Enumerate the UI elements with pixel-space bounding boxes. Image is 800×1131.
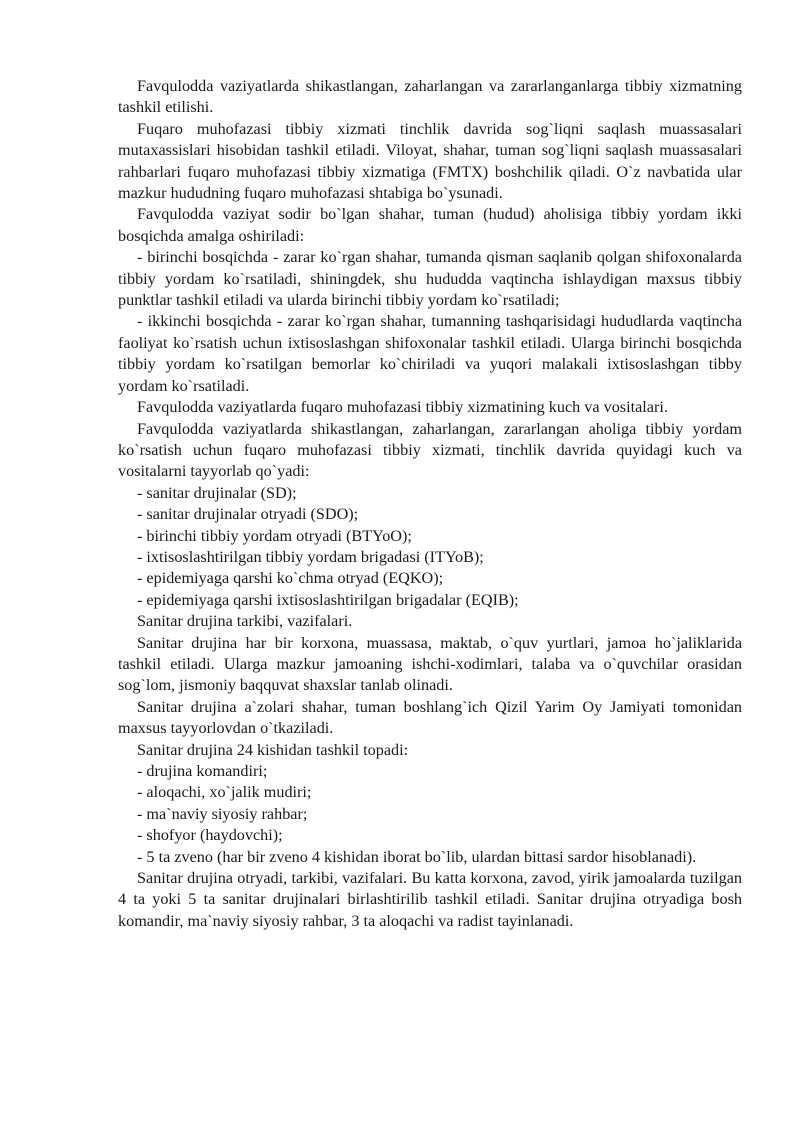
list-item: - birinchi tibbiy yordam otryadi (BTYoO); xyxy=(137,526,412,545)
list-item: - ixtisoslashtirilgan tibbiy yordam brigadasi (ITYoB); xyxy=(137,547,484,566)
paragraph: Sanitar drujina otryadi, tarkibi, vazifalari. Bu katta korxona, zavod, yirik jamoalarda tuzilgan 4 ta yoki 5 ta sanitar drujinalari birlashtirilib tashkil etiladi. Sanitar drujina otryadiga bosh komandir, ma`naviy siyosiy rahbar, 3 ta aloqachi va radist tayinlanadi. xyxy=(118,869,742,930)
paragraph: Favqulodda vaziyatlarda shikastlangan, zaharlangan, zararlangan aholiga tibbiy yordam ko`rsatish uchun fuqaro muhofazasi tibbiy xizmati, tinchlik davrida quyidagi kuch va vositalarni tayyorlab qo`yadi: xyxy=(118,419,742,481)
list-item: - epidemiyaga qarshi ko`chma otryad (EQKO); xyxy=(137,569,444,588)
paragraph: Fuqaro muhofazasi tibbiy xizmati tinchlik davrida sog`liqni saqlash muassasalari mutaxassislari hisobidan tashkil etiladi. Viloyat, shahar, tuman sog`liqni saqlash muassasalari rahbarlari fuqaro muhofazasi tibbiy xizmatiga (FMTX) boshchilik qiladi. O`z navbatida ular mazkur hududning fuqaro muhofazasi shtabiga bo`ysunadi. xyxy=(118,119,742,203)
list-item: - drujina komandiri; xyxy=(137,762,268,780)
list-item: - ma`naviy siyosiy rahbar; xyxy=(137,804,308,823)
list-item: - shofyor (haydovchi); xyxy=(137,826,283,845)
paragraph: Sanitar drujina a`zolari shahar, tuman boshlang`ich Qizil Yarim Oy Jamiyati tomonidan maxsus tayyorlovdan o`tkaziladi. xyxy=(118,697,742,738)
paragraph: Favqulodda vaziyatlarda shikastlangan, zaharlangan va zararlanganlarga tibbiy xizmatning tashkil etilishi. xyxy=(118,77,742,117)
list-item: - epidemiyaga qarshi ixtisoslashtirilgan brigadalar (EQIB); xyxy=(137,590,519,609)
list-item: - aloqachi, xo`jalik mudiri; xyxy=(137,783,312,802)
paragraph: Sanitar drujina har bir korxona, muassasa, maktab, o`quv yurtlari, jamoa ho`jaliklarida tashkil etiladi. Ularga mazkur jamoaning ishchi-xodimlari, talaba va o`quvchilar orasidan sog`lom, jismoniy baqquvat shaxslar tanlab olinadi. xyxy=(118,633,742,695)
paragraph: - 5 ta zveno (har bir zveno 4 kishidan iborat bo`lib, ulardan bittasi sardor hisoblanadi). xyxy=(137,847,697,866)
list-item: - sanitar drujinalar (SD); xyxy=(137,483,297,502)
document-page xyxy=(118,76,742,932)
paragraph: - ikkinchi bosqichda - zarar ko`rgan shahar, tumanning tashqarisidagi hududlarda vaqtincha faoliyat ko`rsatish uchun ixtisoslashgan shifoxonalar tashkil etiladi. Ularga birinchi bosqichda tibbiy yordam ko`rsatilgan bemorlar ko`chiriladi va yuqori malakali ixtisoslashgan tibby yordam ko`rsatiladi. xyxy=(118,312,742,395)
list-item: - sanitar drujinalar otryadi (SDO); xyxy=(137,505,359,524)
paragraph: Favqulodda vaziyat sodir bo`lgan shahar, tuman (hudud) aholisiga tibbiy yordam ikki bosqichda amalga oshiriladi: xyxy=(118,205,742,245)
list-item: Sanitar drujina 24 kishidan tashkil topadi: xyxy=(137,740,409,759)
paragraph: - birinchi bosqichda - zarar ko`rgan shahar, tumanda qisman saqlanib qolgan shifoxonalarda tibbiy yordam ko`rsatiladi, shiningdek, shu hududda vaqtincha ishlaydigan maxsus tibbiy punktlar tashkil etiladi va ularda birinchi tibbiy yordam ko`rsatiladi; xyxy=(118,248,742,310)
list-item: Sanitar drujina tarkibi, vazifalari. xyxy=(137,612,353,631)
paragraph: Favqulodda vaziyatlarda fuqaro muhofazasi tibbiy xizmatining kuch va vositalari. xyxy=(137,398,668,417)
